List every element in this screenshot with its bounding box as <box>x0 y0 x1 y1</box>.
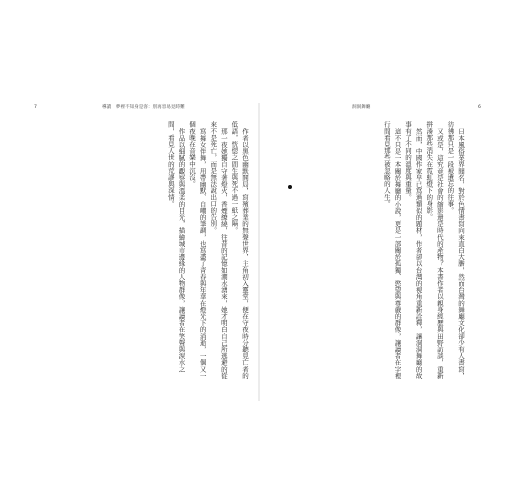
paragraph: 又或是，這究竟是社會的縮影還是時代的產物？本書作者以親身經歷與田野訪談，重新拼湊那些消失在霓虹燈下的身影。 <box>425 121 444 379</box>
paragraph: 作品以細膩的觀察與溫柔的目光，描繪城市邊緣的人物群像，讓讀者在笑聲與淚水之間，看見人世的荒謬與深情。 <box>166 121 186 372</box>
book-spread <box>30 103 488 401</box>
paragraph: 那一夜她獨自守著燈火，香煙繚繞，往昔的記憶如潮水湧來，她才明白自己所逃避的從來不是死亡，而是無法說出口的告別。 <box>209 121 228 379</box>
running-head-left: 導讀 夢裡不知身是客：別再容易見時難 <box>102 105 185 110</box>
left-page <box>30 103 258 401</box>
body-text-right <box>296 121 466 383</box>
running-head-right: 洞洞舞廳 <box>352 105 371 110</box>
paragraph: 然而，中國作家早已寫過類似的題材，作者卻以台灣的視角重新詮釋，讓洞洞舞廳的故事有了不同的溫度與重量。 <box>404 121 423 379</box>
paragraph: 日本風俗業界聞名，對於色情書寫向來直白大膽，然而台灣的舞廳文化卻少有人書寫，彷彿那只是一段被遺忘的往事。 <box>446 121 465 379</box>
paragraph: 這不只是一本關於舞廳的小說，更是一部關於孤獨、慾望與尊嚴的群像，讓讀者在字裡行間看見那些被忽略的人生。 <box>382 121 402 379</box>
page-number-right: 6 <box>478 105 481 110</box>
page-number-left: 7 <box>34 105 37 110</box>
bullet-dot <box>288 185 292 189</box>
body-text-left <box>58 121 250 383</box>
right-page <box>260 103 488 401</box>
paragraph: 寫舞女伴舞，用帶幽默、自嘲的筆調，也寫盡了青春與年華在燈光下的消逝，一個又一個夜晚在音樂中沉沒。 <box>188 121 207 379</box>
paragraph: 作者以黑色幽默開局，寫殯葬業的無聲世界，主角初入靈堂，便在守夜時分聽見亡者的低語，恍惚之間生與死不過一紙之隔。 <box>230 121 249 379</box>
